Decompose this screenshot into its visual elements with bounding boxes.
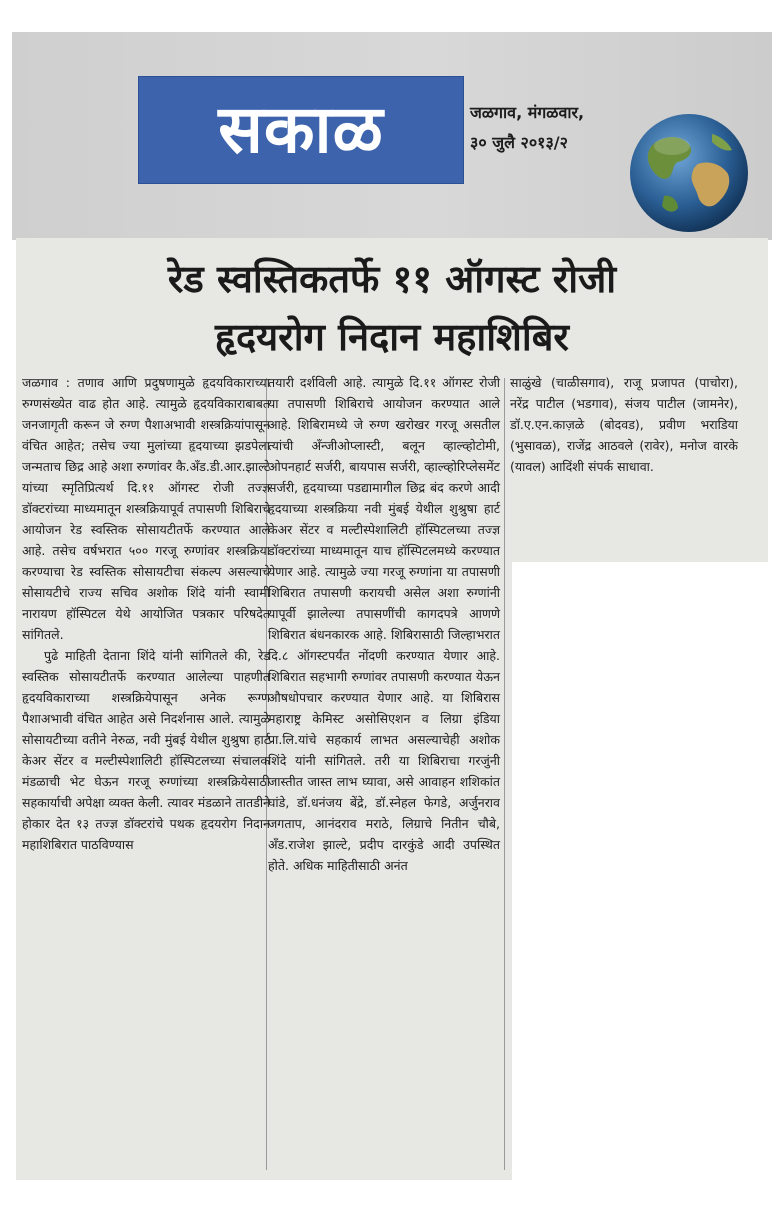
article-paragraph: पुढे माहिती देताना शिंदे यांनी सांगितले की, रेड स्वस्तिक सोसायटीतर्फे करण्यात आलेल्या पाहणीत हृदयविकाराच्या शस्त्रक्रियेपासून अनेक रूग्ण पैशाअभावी वंचित आहेत असे निदर्शनास आले. त्यामुळे सोसायटीच्या वतीने नेरुळ, नवी मुंबई येथील शुश्रुषा हार्ट केअर सेंटर व मल्टीस्पेशालिटी हॉस्पिटलच्या संचालक मंडळाची भेट घेऊन गरजू रुग्णांच्या शस्त्रक्रियेसाठी सहकार्याची अपेक्षा व्यक्त केली. त्यावर मंडळाने तातडीने होकार देत १३ तज्ज्ञ डॉक्टरांचे पथक हृदयरोग निदान महाशिबिरात पाठविण्यास xyxy=(22,648,270,852)
article-paragraph: जळगाव : तणाव आणि प्रदुषणामुळे हृदयविकाराच्या रुग्णसंख्येत वाढ होत आहे. त्यामुळे हृदयविकाराबाबत जनजागृती करून जे रुग्ण पैशाअभावी शस्त्रक्रियांपासून वंचित आहेत; तसेच ज्या मुलांच्या हृदयाच्या झडपेला जन्मताच छिद्र आहे अशा रुग्णांवर कै.अँड.डी.आर.झाल्टे यांच्या स्मृतिप्रित्यर्थ दि.११ ऑगस्ट रोजी तज्ज्ञ डॉक्टरांच्या माध्यमातून शस्त्रक्रियापूर्व तपासणी शिबिराचे आयोजन रेड स्वस्तिक सोसायटीतर्फे करण्यात आले आहे. तसेच वर्षभरात ५०० गरजू रुग्णांवर शस्त्रक्रिया करण्याचा रेड स्वस्तिक सोसायटीचा संकल्प असल्याचे सोसायटीचे राज्य सचिव अशोक शिंदे यांनी स्वामी नारायण हॉस्पिटल येथे आयोजित पत्रकार परिषदेत सांगितले. xyxy=(22,375,270,642)
headline-line-1: रेड स्वस्तिकतर्फे ११ ऑगस्ट रोजी xyxy=(167,257,617,301)
globe-icon xyxy=(628,112,750,234)
clipping-blank-area xyxy=(512,562,777,1218)
article-paragraph: तयारी दर्शविली आहे. त्यामुळे दि.११ ऑगस्ट रोजी या तपासणी शिबिराचे आयोजन करण्यात आले आहे. शिबिरामध्ये जे रुग्ण खरोखर गरजू असतील त्यांची अँन्जीओप्लास्टी, बलून व्हाल्व्होटोमी, ओपनहार्ट सर्जरी, बायपास सर्जरी, व्हाल्व्होरिप्लेसमेंट सर्जरी, हृदयाच्या पडद्यामागील छिद्र बंद करणे आदी हृदयाच्या शस्त्रक्रिया नवी मुंबई येथील शुश्रुषा हार्ट केअर सेंटर व मल्टीस्पेशालिटी हॉस्पिटलच्या तज्ज्ञ डॉक्टरांच्या माध्यमातून याच हॉस्पिटलमध्ये करण्यात येणार आहे. त्यामुळे ज्या गरजू रुग्णांना या तपासणी शिबिरात तपासणी करायची असेल अशा रुग्णांनी यापूर्वी झालेल्या तपासणींची कागदपत्रे आणणे शिबिरात बंधनकारक आहे. शिबिरासाठी जिल्हाभरात दि.८ ऑगस्टपर्यंत नोंदणी करण्यात येणार आहे. शिबिरात सहभागी रुग्णांवर तपासणी करण्यात येऊन औषधोपचार करण्यात येणार आहे. या शिबिरास महाराष्ट्र केमिस्ट असोसिएशन व लिग्रा इंडिया प्रा.लि.यांचे सहकार्य लाभत असल्याचेही अशोक शिंदे यांनी सांगितले. तरी या शिबिराचा गरजुंनी जास्तीत जास्त लाभ घ्यावा, असे आवाहन शशिकांत घांडे, डॉ.धनंजय बेंद्रे, डॉ.स्नेहल फेगडे, अर्जुनराव जगताप, आनंदराव मराठे, लिग्राचे नितीन चौबे, अँड.राजेश झाल्टे, प्रदीप दारकुंडे आदी उपस्थित होते. अधिक माहितीसाठी अनंत xyxy=(268,375,500,873)
column-divider xyxy=(504,378,505,1170)
dateline xyxy=(470,98,640,158)
article-column-3 xyxy=(510,372,738,477)
article-headline xyxy=(16,250,768,366)
article-paragraph: साळुंखे (चाळीसगाव), राजू प्रजापत (पाचोरा), नरेंद्र पाटील (भडगाव), संजय पाटील (जामनेर), डॉ.ए.एन.काज़ळे (बोदवड), प्रवीण भराडिया (भुसावळ), राजेंद्र आठवले (रावेर), मनोज वारके (यावल) आदिंशी संपर्क साधावा. xyxy=(510,375,738,474)
dateline-place-day: जळगाव, मंगळवार, xyxy=(470,103,585,122)
logo-text: सकाळ xyxy=(218,91,384,168)
article-column-2 xyxy=(268,372,500,876)
newspaper-logo xyxy=(138,76,464,184)
article-column-1 xyxy=(22,372,270,855)
headline-line-2: हृदयरोग निदान महाशिबिर xyxy=(215,315,569,359)
dateline-date-page: ३० जुलै २०१३/२ xyxy=(470,133,568,152)
